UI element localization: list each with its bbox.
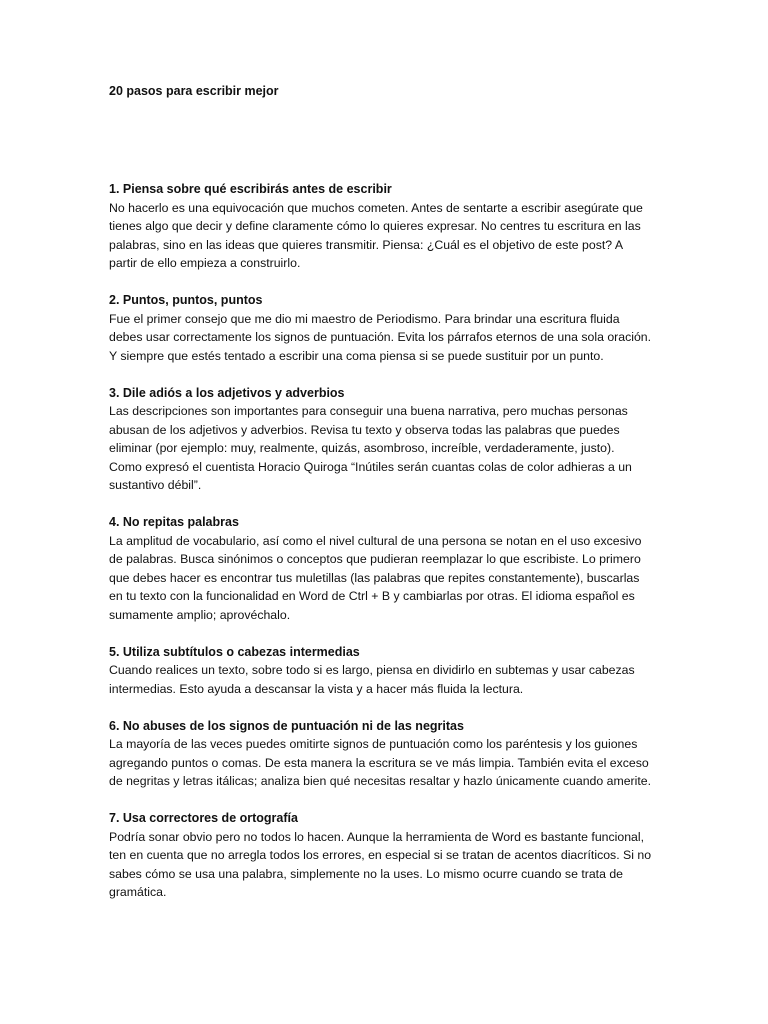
section-4 (109, 513, 685, 624)
section-heading: 4. No repitas palabras (109, 515, 239, 529)
paragraph-line: Fue el primer consejo que me dio mi maestro de Periodismo. Para brindar una escritura fluida (109, 311, 620, 326)
paragraph-line: Cuando realices un texto, sobre todo si es largo, piensa en dividirlo en subtemas y usar cabezas (109, 663, 635, 677)
paragraph-line: Las descripciones son importantes para conseguir una buena narrativa, pero muchas personas (109, 404, 628, 418)
paragraph-line: ten en cuenta que no arregla todos los errores, en especial si se tratan de acentos diacríticos. Si no (109, 848, 652, 862)
section-3 (109, 384, 685, 495)
paragraph-line: Podría sonar obvio pero no todos lo hacen. Aunque la herramienta de Word es bastante funcional, (109, 829, 645, 844)
document-page (109, 82, 685, 899)
paragraph-line: sabes cómo se usa una palabra, simplemente no la uses. Lo mismo ocurre cuando se trata de (109, 866, 624, 881)
document-title: 20 pasos para escribir mejor (109, 84, 279, 98)
paragraph-line: palabras, sino en las ideas que quieres transmitir. Piensa: ¿Cuál es el objetivo de este post? A (109, 237, 624, 252)
paragraph-line: abusan de los adjetivos y adverbios. Revisa tu texto y observa todas las palabras que puedes (109, 422, 620, 437)
paragraph-line: tienes algo que decir y define claramente cómo lo quieres expresar. No centres tu escritura en las (109, 219, 641, 233)
paragraph-line: sustantivo débil”. (109, 478, 202, 492)
paragraph-line: en tu texto con la funcionalidad en Word de Ctrl + B y cambiarlas por otras. El idioma español es (109, 589, 635, 603)
section-heading: 7. Usa correctores de ortografía (109, 811, 298, 825)
paragraph-line: de palabras. Busca sinónimos o conceptos que pudieran reemplazar lo que escribiste. Lo primero (109, 552, 641, 566)
section-5 (109, 643, 685, 699)
paragraph-line: La amplitud de vocabulario, así como el nivel cultural de una persona se notan en el uso excesivo (109, 533, 642, 548)
paragraph-line: que debes hacer es encontrar tus muletillas (las palabras que repites constantemente), buscarlas (109, 570, 640, 585)
section-6 (109, 717, 685, 791)
paragraph-line: intermedias. Esto ayuda a descansar la vista y a hacer más fluida la lectura. (109, 681, 524, 696)
section-2 (109, 291, 685, 365)
section-heading: 1. Piensa sobre qué escribirás antes de escribir (109, 182, 392, 196)
paragraph-line: agregando puntos o comas. De esta manera la escritura se ve más limpia. También evita el exceso (109, 755, 649, 770)
paragraph-line: sumamente amplio; aprovéchalo. (109, 607, 291, 622)
section-heading: 2. Puntos, puntos, puntos (109, 293, 263, 307)
paragraph-line: de negritas y letras itálicas; analiza bien qué necesitas resaltar y hazlo únicamente cuando amerite. (109, 774, 652, 788)
section-heading: 6. No abuses de los signos de puntuación ni de las negritas (109, 718, 464, 733)
paragraph-line: No hacerlo es una equivocación que muchos cometen. Antes de sentarte a escribir asegúrate que (109, 200, 643, 215)
paragraph-line: gramática. (109, 885, 167, 899)
section-1 (109, 180, 685, 273)
paragraph-line: eliminar (por ejemplo: muy, realmente, quizás, asombroso, increíble, verdaderamente, justo). (109, 441, 615, 455)
document-sections (109, 180, 685, 920)
paragraph-line: Y siempre que estés tentado a escribir una coma piensa si se puede sustituir por un punto. (109, 348, 604, 363)
paragraph-line: partir de ello empieza a construirlo. (109, 256, 301, 270)
paragraph-line: debes usar correctamente los signos de puntuación. Evita los párrafos eternos de una sola oración. (109, 330, 652, 344)
paragraph-line: Como expresó el cuentista Horacio Quiroga “Inútiles serán cuantas colas de color adhieras a un (109, 459, 632, 474)
section-7 (109, 809, 685, 902)
paragraph-line: La mayoría de las veces puedes omitirte signos de puntuación como los paréntesis y los guiones (109, 737, 638, 751)
section-heading: 5. Utiliza subtítulos o cabezas intermedias (109, 644, 360, 659)
section-heading: 3. Dile adiós a los adjetivos y adverbios (109, 385, 345, 400)
